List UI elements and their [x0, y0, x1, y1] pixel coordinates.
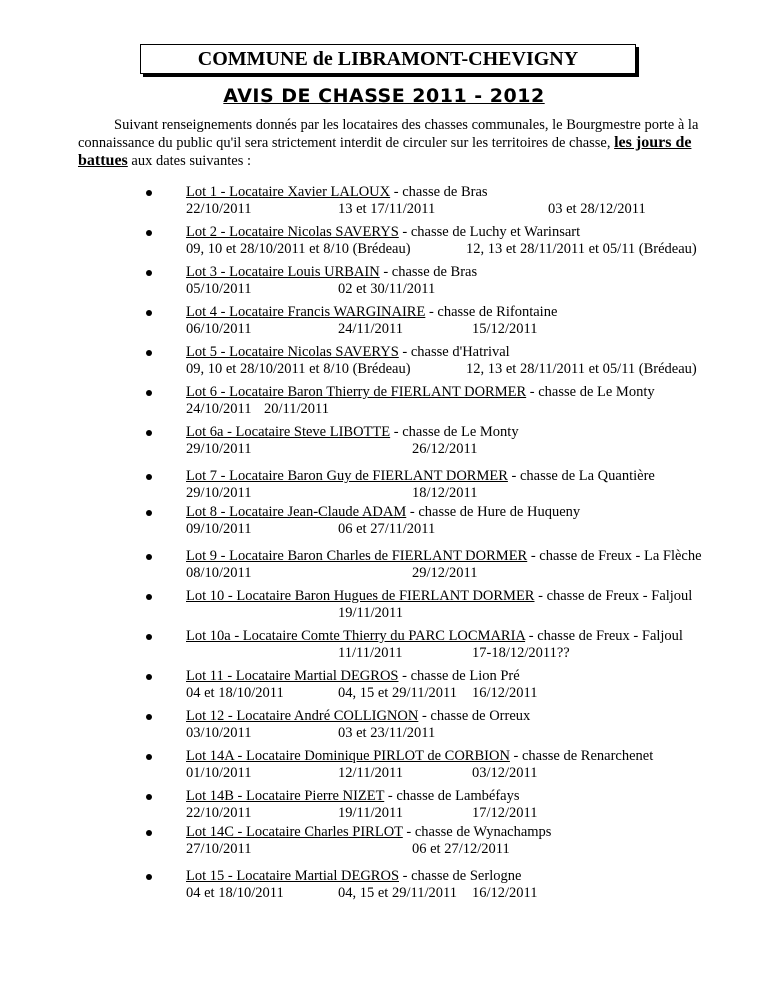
battue-date: 12/11/2011	[338, 765, 403, 781]
lot-chasse: - chasse de Serlogne	[399, 868, 522, 884]
battue-date: 09/10/2011	[186, 521, 252, 537]
battue-date: 15/12/2011	[472, 321, 538, 337]
lot-label: Lot 9 - Locataire Baron Charles de FIERLANT DORMER	[186, 548, 528, 564]
lot-label: Lot 14B - Locataire Pierre NIZET	[186, 788, 385, 804]
lot-heading	[186, 824, 551, 841]
lot-dates	[0, 441, 768, 458]
lot-label: Lot 15 - Locataire Martial DEGROS	[186, 868, 400, 884]
lot-chasse: - chasse de Renarchenet	[509, 748, 654, 764]
battue-date: 05/10/2011	[186, 281, 252, 297]
lot-label: Lot 1 - Locataire Xavier LALOUX	[186, 184, 391, 200]
lot-chasse: - chasse de Luchy et Warinsart	[398, 224, 581, 240]
battue-date: 04 et 18/10/2011	[186, 685, 284, 701]
lot-dates	[0, 241, 768, 258]
battue-date: 04 et 18/10/2011	[186, 885, 284, 901]
battue-date: 16/12/2011	[472, 885, 538, 901]
bullet-icon	[146, 474, 152, 480]
lot-label: Lot 4 - Locataire Francis WARGINAIRE	[186, 304, 426, 320]
bullet-icon	[146, 714, 152, 720]
lot-dates	[0, 605, 768, 622]
battue-date: 09, 10 et 28/10/2011 et 8/10 (Brédeau)	[186, 241, 411, 257]
lot-dates	[0, 685, 768, 702]
lot-chasse: - chasse de Bras	[390, 184, 488, 200]
battue-date: 03/10/2011	[186, 725, 252, 741]
battue-date: 17-18/12/2011??	[472, 645, 570, 661]
lot-dates	[0, 645, 768, 662]
battue-date: 06/10/2011	[186, 321, 252, 337]
lot-heading	[186, 224, 580, 241]
lot-heading	[186, 504, 580, 521]
battue-date: 02 et 30/11/2011	[338, 281, 436, 297]
intro-emphasis: les jours de battues	[78, 134, 692, 169]
lot-chasse: - chasse de Freux - Faljoul	[525, 628, 683, 644]
battue-date: 22/10/2011	[186, 201, 252, 217]
battue-date: 19/11/2011	[338, 605, 403, 621]
battue-date: 03 et 23/11/2011	[338, 725, 436, 741]
lot-label: Lot 3 - Locataire Louis URBAIN	[186, 264, 380, 280]
bullet-icon	[146, 230, 152, 236]
battue-date: 03/12/2011	[472, 765, 538, 781]
lot-chasse: - chasse de Freux - La Flèche	[527, 548, 702, 564]
battue-date: 22/10/2011	[186, 805, 252, 821]
lot-chasse: - chasse de Wynachamps	[402, 824, 552, 840]
lot-dates	[0, 281, 768, 298]
battue-date: 03 et 28/12/2011	[548, 201, 646, 217]
battue-date: 11/11/2011	[338, 645, 403, 661]
lot-heading	[186, 264, 477, 281]
lot-label: Lot 14A - Locataire Dominique PIRLOT de CORBION	[186, 748, 510, 764]
bullet-icon	[146, 830, 152, 836]
bullet-icon	[146, 270, 152, 276]
battue-date: 13 et 17/11/2011	[338, 201, 436, 217]
bullet-icon	[146, 390, 152, 396]
bullet-icon	[146, 874, 152, 880]
lot-label: Lot 10 - Locataire Baron Hugues de FIERLANT DORMER	[186, 588, 535, 604]
lot-label: Lot 8 - Locataire Jean-Claude ADAM	[186, 504, 407, 520]
battue-date: 01/10/2011	[186, 765, 252, 781]
lot-chasse: - chasse de Lion Pré	[398, 668, 520, 684]
lot-dates	[0, 841, 768, 858]
notice-title: AVIS DE CHASSE 2011 - 2012	[223, 85, 545, 107]
battue-date: 04, 15 et 29/11/2011	[338, 885, 457, 901]
lot-dates	[0, 565, 768, 582]
lot-label: Lot 2 - Locataire Nicolas SAVERYS	[186, 224, 399, 240]
lot-heading	[186, 384, 655, 401]
lot-chasse: - chasse de Hure de Huqueny	[406, 504, 581, 520]
bullet-icon	[146, 554, 152, 560]
intro-paragraph	[78, 116, 718, 170]
lot-heading	[186, 468, 655, 485]
battue-date: 29/10/2011	[186, 485, 252, 501]
lot-dates	[0, 521, 768, 538]
bullet-icon	[146, 190, 152, 196]
battue-date: 24/11/2011	[338, 321, 403, 337]
lot-label: Lot 11 - Locataire Martial DEGROS	[186, 668, 399, 684]
lot-label: Lot 5 - Locataire Nicolas SAVERYS	[186, 344, 399, 360]
battue-date: 12, 13 et 28/11/2011 et 05/11 (Brédeau)	[466, 241, 697, 257]
battue-date: 04, 15 et 29/11/2011	[338, 685, 457, 701]
battue-date: 27/10/2011	[186, 841, 252, 857]
lot-chasse: - chasse de Le Monty	[526, 384, 655, 400]
battue-date: 26/12/2011	[412, 441, 478, 457]
lot-dates	[0, 485, 768, 502]
lot-heading	[186, 868, 521, 885]
lot-dates	[0, 401, 768, 418]
lot-label: Lot 6a - Locataire Steve LIBOTTE	[186, 424, 391, 440]
battue-date: 06 et 27/11/2011	[338, 521, 436, 537]
lot-chasse: - chasse de Lambéfays	[384, 788, 520, 804]
lot-heading	[186, 548, 702, 565]
battue-date: 09, 10 et 28/10/2011 et 8/10 (Brédeau)	[186, 361, 411, 377]
lot-chasse: - chasse de La Quantière	[507, 468, 655, 484]
lot-chasse: - chasse de Orreux	[418, 708, 531, 724]
battue-date: 17/12/2011	[472, 805, 538, 821]
lot-heading	[186, 184, 488, 201]
bullet-icon	[146, 754, 152, 760]
bullet-icon	[146, 594, 152, 600]
lot-heading	[186, 748, 653, 765]
commune-title: COMMUNE de LIBRAMONT-CHEVIGNY	[140, 44, 636, 74]
lot-chasse: - chasse d'Hatrival	[398, 344, 510, 360]
lot-heading	[186, 588, 692, 605]
battue-date: 20/11/2011	[264, 401, 329, 417]
lot-dates	[0, 885, 768, 902]
lot-heading	[186, 424, 519, 441]
bullet-icon	[146, 350, 152, 356]
bullet-icon	[146, 674, 152, 680]
lot-label: Lot 7 - Locataire Baron Guy de FIERLANT DORMER	[186, 468, 508, 484]
lot-label: Lot 10a - Locataire Comte Thierry du PARC LOCMARIA	[186, 628, 526, 644]
lot-label: Lot 12 - Locataire André COLLIGNON	[186, 708, 419, 724]
bullet-icon	[146, 310, 152, 316]
lot-heading	[186, 788, 520, 805]
lot-label: Lot 14C - Locataire Charles PIRLOT	[186, 824, 403, 840]
battue-date: 06 et 27/12/2011	[412, 841, 510, 857]
lot-heading	[186, 304, 557, 321]
lot-chasse: - chasse de Bras	[379, 264, 478, 280]
lot-heading	[186, 344, 510, 361]
battue-date: 24/10/2011	[186, 401, 252, 417]
lot-chasse: - chasse de Freux - Faljoul	[534, 588, 693, 604]
intro-text: Suivant renseignements donnés par les locataires des chasses communales, le Bourgmestre porte à la connaissance du public qu'il sera strictement interdit de circuler sur les territoires de chasse,	[78, 117, 699, 151]
lot-chasse: - chasse de Rifontaine	[425, 304, 558, 320]
lot-dates	[0, 321, 768, 338]
battue-date: 08/10/2011	[186, 565, 252, 581]
lot-dates	[0, 725, 768, 742]
battue-date: 29/10/2011	[186, 441, 252, 457]
lot-heading	[186, 668, 520, 685]
lot-dates	[0, 765, 768, 782]
lot-dates	[0, 201, 768, 218]
lot-chasse: - chasse de Le Monty	[390, 424, 519, 440]
lot-heading	[186, 628, 683, 645]
bullet-icon	[146, 634, 152, 640]
intro-tail: aux dates suivantes :	[127, 153, 252, 169]
battue-date: 18/12/2011	[412, 485, 478, 501]
battue-date: 29/12/2011	[412, 565, 478, 581]
bullet-icon	[146, 510, 152, 516]
lot-label: Lot 6 - Locataire Baron Thierry de FIERLANT DORMER	[186, 384, 527, 400]
bullet-icon	[146, 794, 152, 800]
battue-date: 16/12/2011	[472, 685, 538, 701]
lot-heading	[186, 708, 530, 725]
battue-date: 19/11/2011	[338, 805, 403, 821]
bullet-icon	[146, 430, 152, 436]
lot-dates	[0, 805, 768, 822]
battue-date: 12, 13 et 28/11/2011 et 05/11 (Brédeau)	[466, 361, 697, 377]
lot-dates	[0, 361, 768, 378]
